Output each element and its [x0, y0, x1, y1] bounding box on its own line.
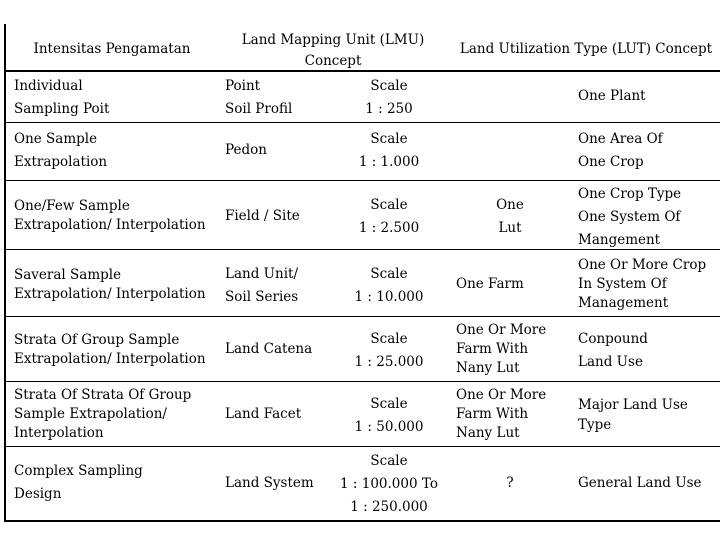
- unit-cell: Land Catena: [225, 341, 313, 357]
- intensity-cell: Interpolation: [14, 425, 104, 441]
- lut-b-cell: Conpound Land Use: [578, 331, 648, 370]
- intensity-cell: Individual: [14, 78, 83, 94]
- intensity-cell: Sampling Poit: [14, 101, 110, 117]
- unit-cell: Point Soil Profil: [225, 78, 293, 117]
- intensity-cell: Sample Extrapolation/: [14, 406, 167, 422]
- lut-b-cell: Major Land Use Type: [578, 397, 688, 433]
- lut-a-cell: One Or More Farm With Nany Lut: [456, 387, 547, 441]
- unit-cell: Pedon: [225, 142, 267, 158]
- unit-cell: Land Facet: [225, 406, 302, 422]
- unit-cell: Field / Site: [225, 208, 300, 224]
- intensity-cell: Extrapolation: [14, 154, 108, 170]
- table-row: [14, 266, 224, 304]
- intensity-cell: One Sample: [14, 131, 98, 147]
- header-lut: Land Utilization Type (LUT) Concept: [459, 41, 713, 57]
- table-row: [14, 331, 224, 369]
- comparison-table: [4, 24, 720, 522]
- scale-cell: Scale 1 : 1.000: [358, 131, 420, 170]
- row-divider: [6, 122, 720, 123]
- row-divider: [6, 446, 720, 447]
- lut-a-cell: One Farm: [456, 276, 524, 292]
- intensity-cell: Extrapolation/ Interpolation: [14, 351, 206, 367]
- lut-b-cell: One Plant: [578, 88, 646, 104]
- lut-b-cell: One Or More Crop In System Of Management: [578, 257, 707, 311]
- header-intensity: Intensitas Pengamatan: [33, 41, 191, 57]
- row-divider: [6, 70, 720, 72]
- scale-cell: Scale 1 : 100.000 To 1 : 250.000: [340, 453, 438, 515]
- unit-cell: Land Unit/ Soil Series: [225, 266, 299, 305]
- intensity-cell: Complex Sampling: [14, 463, 143, 479]
- lut-b-cell: One Crop Type One System Of Mangement: [578, 186, 682, 248]
- lut-b-cell: One Area Of One Crop: [578, 131, 663, 170]
- scale-cell: Scale 1 : 250: [365, 78, 413, 117]
- header-lmu: Land Mapping Unit (LMU) Concept: [241, 32, 425, 69]
- lut-a-cell: One Or More Farm With Nany Lut: [456, 322, 547, 376]
- scale-cell: Scale 1 : 25.000: [354, 331, 424, 370]
- lut-b-cell: General Land Use: [578, 475, 702, 491]
- lut-a-cell: ?: [506, 475, 514, 491]
- intensity-cell: Strata Of Strata Of Group: [14, 387, 192, 403]
- intensity-cell: Saveral Sample: [14, 267, 122, 283]
- scale-cell: Scale 1 : 2.500: [358, 197, 420, 236]
- row-divider: [6, 381, 720, 382]
- intensity-cell: Extrapolation/ Interpolation: [14, 286, 206, 302]
- table-row: [14, 197, 224, 235]
- scale-cell: Scale 1 : 10.000: [354, 266, 424, 305]
- table-row: [14, 75, 214, 121]
- table-row: [14, 386, 224, 443]
- lut-a-cell: One Lut: [496, 197, 524, 236]
- intensity-cell: Design: [14, 486, 62, 502]
- unit-cell: Land System: [225, 475, 314, 491]
- table-row: [14, 128, 214, 174]
- intensity-cell: Strata Of Group Sample: [14, 332, 180, 348]
- row-divider: [6, 316, 720, 317]
- scale-cell: Scale 1 : 50.000: [354, 396, 424, 435]
- table-row: [14, 460, 224, 506]
- row-divider: [6, 180, 720, 181]
- intensity-cell: One/Few Sample: [14, 198, 130, 214]
- intensity-cell: Extrapolation/ Interpolation: [14, 217, 206, 233]
